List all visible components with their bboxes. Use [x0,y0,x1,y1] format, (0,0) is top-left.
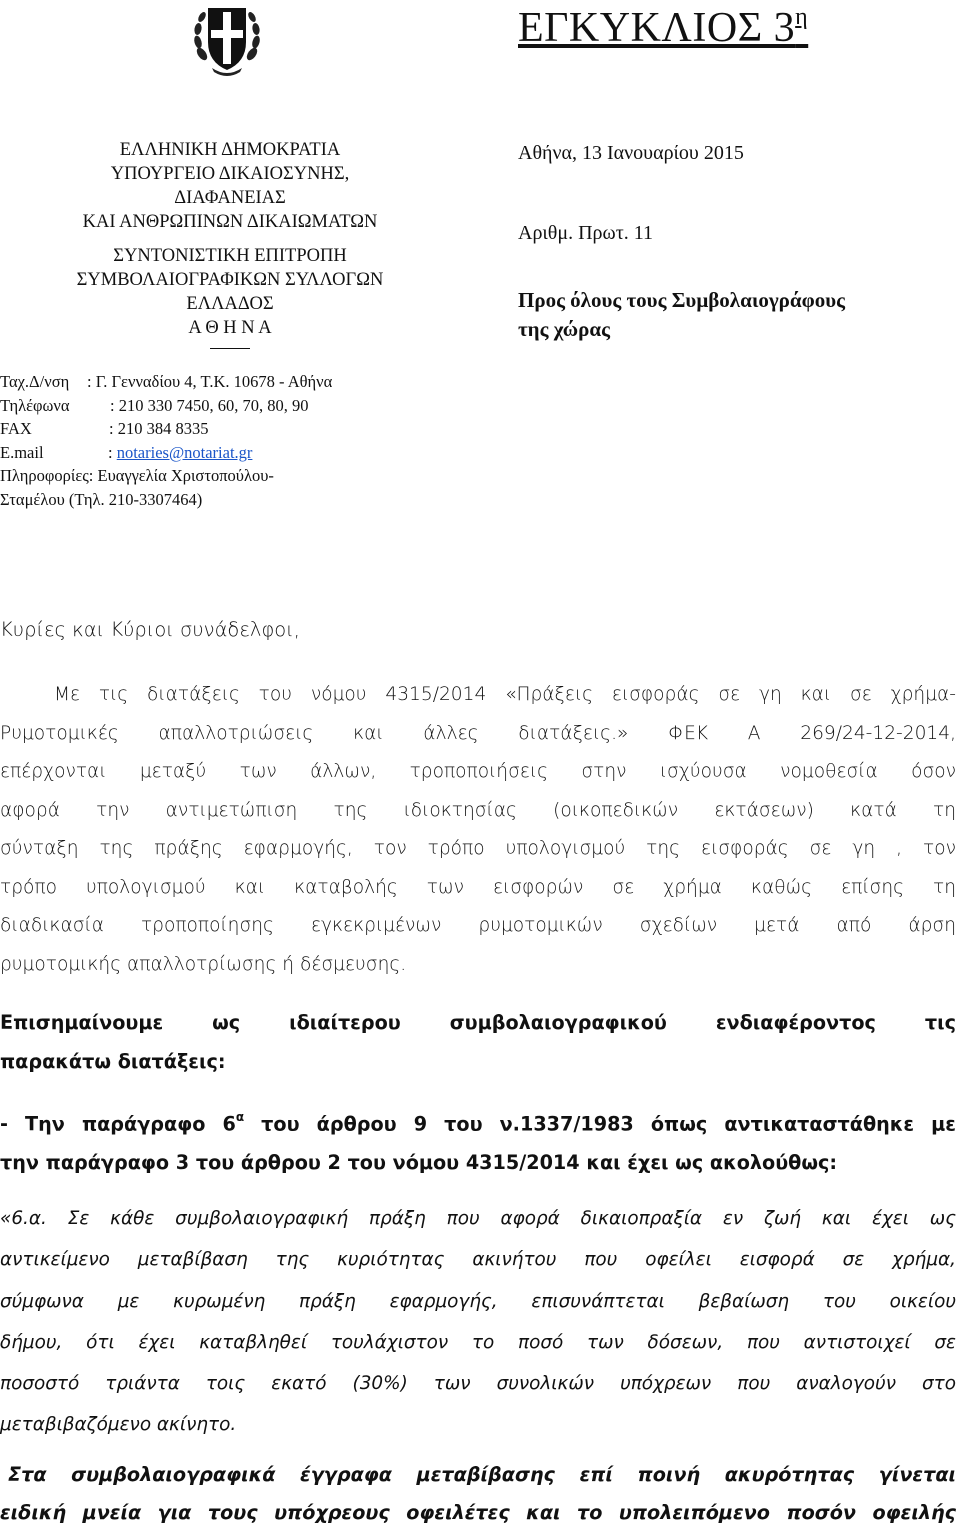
fax-value: : 210 384 8335 [109,419,209,438]
header-divider [210,348,250,349]
address-label: Ταχ.Δ/νση [0,372,70,391]
circular-title-superscript: η [795,4,809,30]
salutation: Κυρίες και Κύριοι συνάδελφοι, [0,618,300,641]
paragraph-line: τρόπο υπολογισμού και καταβολής των εισφορών σε χρήμα καθώς επίσης τη [0,876,956,898]
phone-row [0,394,332,418]
email-separator: : [108,442,117,462]
paragraph-line [0,1100,956,1144]
header-line: ΚΑΙ ΑΝΘΡΩΠΙΝΩΝ ΔΙΚΑΙΩΜΑΤΩΝ [82,212,378,232]
email-row [0,441,332,465]
provision-heading-start: - Την παράγραφο 6 [0,1112,236,1136]
emphasis-paragraph [0,1004,956,1081]
paragraph-line: Επισημαίνουμε ως ιδιαίτερου συμβολαιογραφικού ενδιαφέροντος τις [0,1011,956,1034]
phone-value: : 210 330 7450, 60, 70, 80, 90 [110,395,309,415]
paragraph-line: ειδική μνεία για τους υπόχρεους οφειλέτες και το υπολειπόμενο ποσόν οφειλής [0,1501,956,1524]
paragraph-line: σύμφωνα με κυρωμένη πράξη εφαρμογής, επισυνάπτεται βεβαίωση του οικείου [0,1290,956,1312]
paragraph-line: παρακάτω διατάξεις: [0,1049,226,1073]
document-meta [518,140,845,344]
provision-heading-end: του άρθρου 9 του ν.1337/1983 όπως αντικαταστάθηκε με [244,1112,956,1136]
header-line: ΣΥΝΤΟΝΙΣΤΙΚΗ ΕΠΙΤΡΟΠΗ [113,246,347,266]
paragraph-line: αντικείμενο μεταβίβαση της κυριότητας ακινήτου που οφείλει εισφορά σε χρήμα, [0,1249,956,1271]
paragraph-line: Με τις διατάξεις του νόμου 4315/2014 «Πράξεις εισφοράς σε γη και σε χρήμα- [54,684,956,705]
intro-paragraph [0,676,956,984]
header-line: ΕΛΛΑΔΟΣ [186,294,274,314]
fax-label: FAX [0,419,32,438]
recipients-line: Προς όλους τους Συμβολαιογράφους [518,288,845,312]
protocol-number: Αριθμ. Πρωτ. 11 [518,222,653,244]
provision-heading [0,1100,956,1182]
provision-superscript: α [235,1110,245,1124]
email-label: E.mail [0,442,44,462]
greek-coat-of-arms-emblem [192,2,262,78]
quoted-provision-continued [0,1456,956,1532]
paragraph-line: «6.α. Σε κάθε συμβολαιογραφική πράξη που αφορά δικαιοπραξία εν ζωή και έχει ως [0,1208,956,1229]
contact-details [0,370,332,511]
phone-label: Τηλέφωνα [0,395,70,415]
paragraph-line: δήμου, ότι έχει καταβληθεί τουλάχιστον το ποσό των δόσεων, που αντιστοιχεί σε [0,1331,956,1353]
paragraph-line: αφορά την αντιμετώπιση της ιδιοκτησίας (οικοπεδικών εκτάσεων) κατά τη [0,799,956,821]
email-link[interactable]: notaries@notariat.gr [116,442,253,462]
paragraph-line: Στα συμβολαιογραφικά έγγραφα μεταβίβασης επί ποινή ακυρότητας γίνεται [8,1463,956,1486]
circular-title-text: ΕΓΚΥΚΛΙΟΣ 3 [518,5,796,51]
header-line: ΣΥΜΒΟΛΑΙΟΓΡΑΦΙΚΩΝ ΣΥΛΛΟΓΩΝ [76,270,384,290]
ministry-header [60,138,400,349]
paragraph-line: επέρχονται μεταξύ των άλλων, τροποποιήσεις στην ισχύουσα νομοθεσία όσον [0,761,956,782]
document-date: Αθήνα, 13 Ιανουαρίου 2015 [518,142,744,164]
paragraph-line: ποσοστό τριάντα τοις εκατό (30%) των συνολικών υπόχρεων που αναλογούν στο [0,1373,956,1395]
circular-title [518,4,808,52]
address-value: : Γ. Γενναδίου 4, Τ.Κ. 10678 - Αθήνα [87,372,333,391]
paragraph-line: Ρυμοτομικές απαλλοτριώσεις και άλλες διατάξεις.» ΦΕΚ Α 269/24-12-2014, [0,722,956,744]
header-line: Α Θ Η Ν Α [188,318,272,338]
address-row [0,370,332,394]
paragraph-line: μεταβιβαζόμενο ακίνητο. [0,1414,237,1436]
info-line: Σταμέλου (Τηλ. 210-3307464) [0,489,203,509]
info-line: Πληροφορίες: Ευαγγελία Χριστοπούλου- [0,466,274,485]
quoted-provision [0,1198,956,1446]
recipients-line: της χώρας [518,317,610,341]
paragraph-line: την παράγραφο 3 του άρθρου 2 του νόμου 4315/2014 και έχει ως ακολούθως: [0,1150,838,1174]
paragraph-line: ρυμοτομικής απαλλοτρίωσης ή δέσμευσης. [0,953,407,975]
paragraph-line: διαδικασία τροποποίησης εγκεκριμένων ρυμοτομικών σχεδίων μετά από άρση [0,915,956,936]
header-line: ΥΠΟΥΡΓΕΙΟ ΔΙΚΑΙΟΣΥΝΗΣ, ΔΙΑΦΑΝΕΙΑΣ [110,164,350,208]
fax-row [0,417,332,441]
header-line: ΕΛΛΗΝΙΚΗ ΔΗΜΟΚΡΑΤΙΑ [119,140,341,160]
paragraph-line: σύνταξη της πράξης εφαρμογής, τον τρόπο υπολογισμού της εισφοράς σε γη , τον [0,838,956,859]
